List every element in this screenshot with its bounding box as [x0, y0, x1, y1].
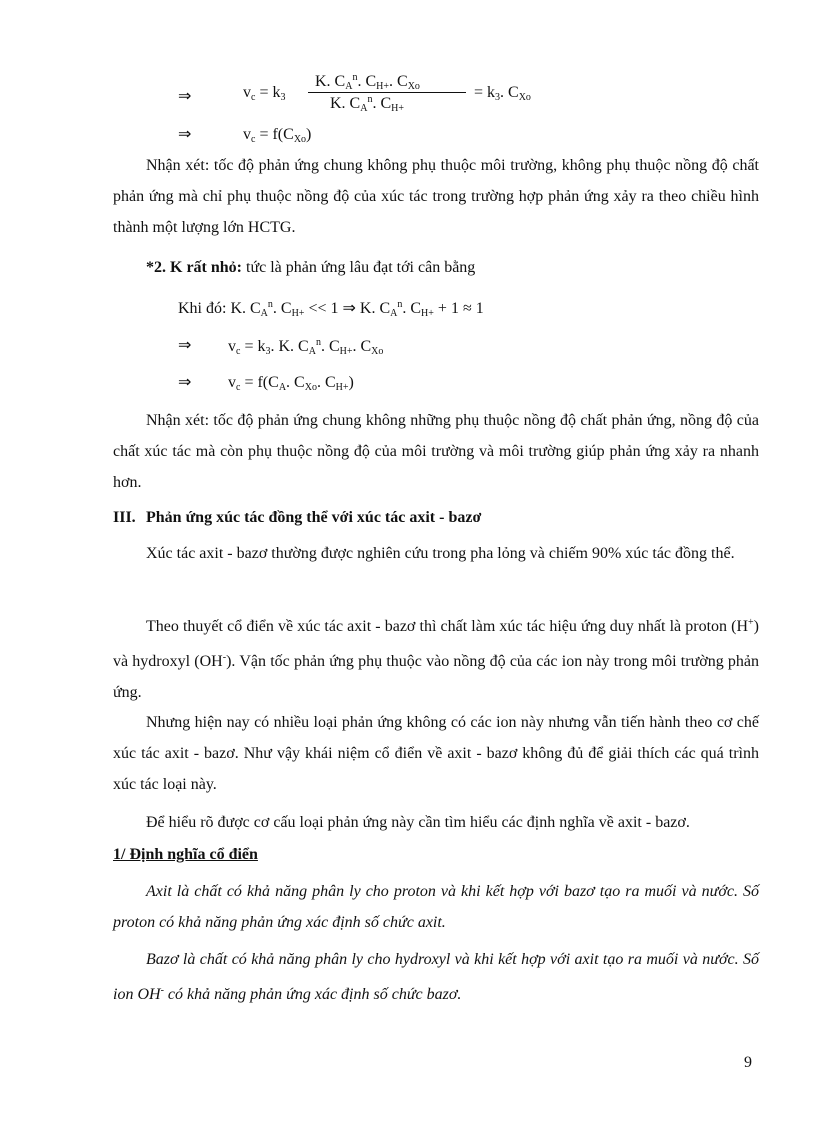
paragraph-2: Theo thuyết cổ điển về xúc tác axit - bazơ thì chất làm xúc tác hiệu ứng duy nhất là proton (H+) và hydroxyl (OH-). Vận tốc phản ứng phụ thuộc vào nồng độ của các ion này trong môi trường phản ứng.	[113, 617, 760, 701]
khi-do-line: Khi đó: K. $C_A^n$. $C_{H+} << 1$ ⇒ K. $C_A^n$. $C_{H+} + 1 \approx 1$	[178, 299, 484, 319]
implies-arrow-4: ⇒	[178, 374, 192, 391]
remark-1: Nhận xét: tốc độ phản ứng chung không phụ thuộc môi trường, không phụ thuộc nồng độ chất phản ứng mà chỉ phụ thuộc nồng độ của xúc tác trong trường hợp phản ứng xảy ra theo chiều hình thành một lượng lớn HCTG.	[113, 157, 759, 236]
eq1-numerator: K. $C_A^n$. $C_{H+}$. $C_{Xo}$	[315, 72, 420, 92]
eq1-rhs: = $k_3$. $C_{Xo}$	[474, 84, 531, 103]
eq4: $v_c = f(C_A$. $C_{Xo}$. $C_{H+}$)	[228, 374, 354, 393]
paragraph-4: Để hiểu rõ được cơ cấu loại phản ứng này cần tìm hiểu các định nghĩa về axit - bazơ.	[146, 814, 690, 831]
eq3: $v_c = k_3$. K. $C_A^n$. $C_{H+}$. $C_{Xo}$	[228, 337, 384, 357]
page-number: 9	[744, 1054, 752, 1071]
implies-arrow-2: ⇒	[178, 126, 192, 143]
implies-arrow-1: ⇒	[178, 88, 192, 105]
eq1-denominator: K. $C_A^n$. $C_{H+}$	[330, 94, 405, 114]
eq1-lhs: $v_c = k_3$	[243, 84, 286, 103]
section-3-title: Phản ứng xúc tác đồng thể với xúc tác axit - bazơ	[146, 509, 482, 526]
definition-base: Bazơ là chất có khả năng phân ly cho hydroxyl và khi kết hợp với axit tạo ra muối và nước. Số ion OH- có khả năng phản ứng xác định số chức bazơ.	[113, 951, 759, 1003]
implies-arrow-3: ⇒	[178, 337, 192, 354]
definition-acid: Axit là chất có khả năng phân ly cho proton và khi kết hợp với bazơ tạo ra muối và nước. Số proton có khả năng phản ứng xác định số chức axit.	[113, 883, 759, 931]
paragraph-3: Nhưng hiện nay có nhiều loại phản ứng không có các ion này nhưng vẫn tiến hành theo cơ chế xúc tác axit - bazơ. Như vậy khái niệm cổ điển về axit - bazơ không đủ để giải thích các quá trình xúc tác loại này.	[113, 714, 759, 793]
paragraph-1: Xúc tác axit - bazơ thường được nghiên cứu trong pha lỏng và chiếm 90% xúc tác đồng thể.	[146, 545, 735, 562]
subsection-1-title: 1/ Định nghĩa cổ điển	[113, 846, 258, 863]
section-3-number: III.	[113, 509, 136, 526]
case2-line: *2. K rất nhỏ: tức là phản ứng lâu đạt tới cân bằng	[146, 259, 476, 276]
fraction-bar	[308, 92, 466, 93]
eq2: $v_c = f(C_{Xo})$	[243, 126, 312, 145]
remark-2: Nhận xét: tốc độ phản ứng chung không những phụ thuộc nồng độ chất phản ứng, nồng độ của chất xúc tác mà còn phụ thuộc nồng độ của môi trường và môi trường giúp phản ứng xảy ra nhanh hơn.	[113, 412, 759, 491]
